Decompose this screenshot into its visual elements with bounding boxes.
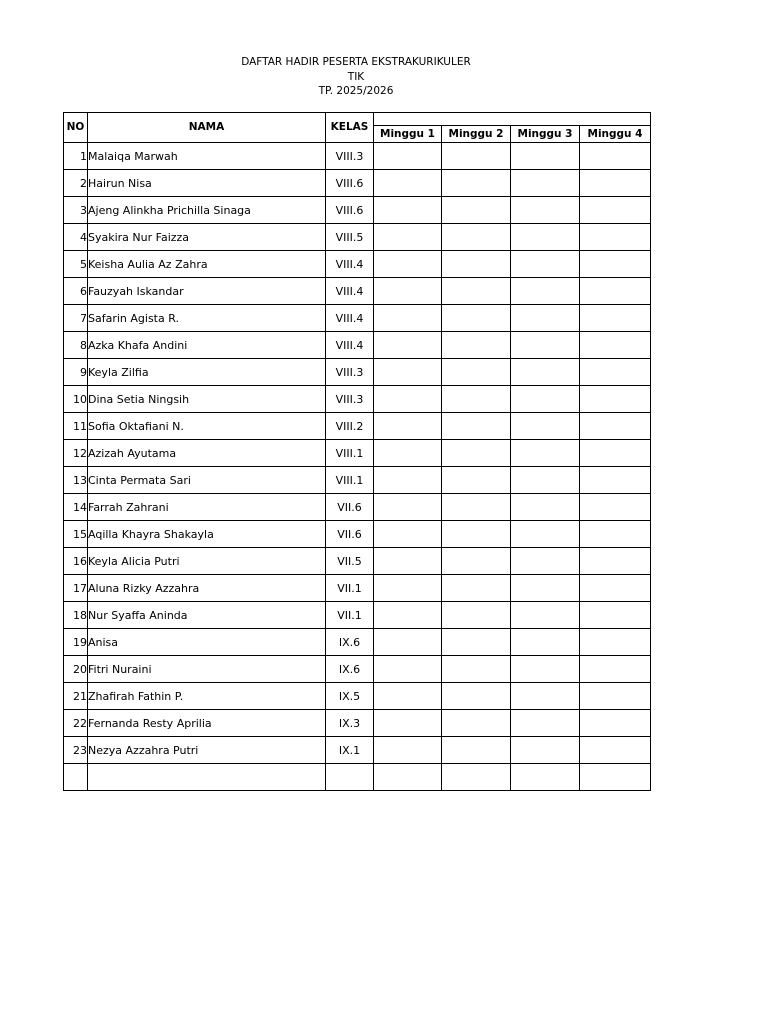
attendance-cell-week-4 xyxy=(580,548,651,575)
student-name: Fauzyah Iskandar xyxy=(88,278,326,305)
attendance-cell-week-1 xyxy=(374,548,442,575)
student-class: VII.6 xyxy=(326,521,374,548)
attendance-cell-week-1 xyxy=(374,170,442,197)
attendance-cell-week-2 xyxy=(442,548,511,575)
attendance-cell-week-2 xyxy=(442,656,511,683)
attendance-cell-week-1 xyxy=(374,359,442,386)
attendance-cell-week-2 xyxy=(442,305,511,332)
attendance-cell-week-2 xyxy=(442,629,511,656)
row-number: 9 xyxy=(64,359,88,386)
table-row xyxy=(64,575,651,602)
student-name: Nur Syaffa Aninda xyxy=(88,602,326,629)
attendance-cell-week-3 xyxy=(511,224,580,251)
attendance-cell-week-4 xyxy=(580,143,651,170)
student-name: Ajeng Alinkha Prichilla Sinaga xyxy=(88,197,326,224)
table-row xyxy=(64,251,651,278)
attendance-cell-week-3 xyxy=(511,548,580,575)
table-row xyxy=(64,656,651,683)
table-row xyxy=(64,737,651,764)
student-class: IX.5 xyxy=(326,683,374,710)
table-row xyxy=(64,143,651,170)
attendance-cell-week-3 xyxy=(511,764,580,791)
student-class: VIII.1 xyxy=(326,440,374,467)
attendance-cell-week-1 xyxy=(374,440,442,467)
row-number: 5 xyxy=(64,251,88,278)
attendance-cell-week-4 xyxy=(580,656,651,683)
student-name: Aluna Rizky Azzahra xyxy=(88,575,326,602)
attendance-cell-week-2 xyxy=(442,197,511,224)
student-class: IX.3 xyxy=(326,710,374,737)
row-number: 12 xyxy=(64,440,88,467)
table-row xyxy=(64,467,651,494)
table-row xyxy=(64,359,651,386)
attendance-cell-week-1 xyxy=(374,386,442,413)
attendance-cell-week-4 xyxy=(580,440,651,467)
student-class: VIII.5 xyxy=(326,224,374,251)
attendance-cell-week-4 xyxy=(580,764,651,791)
attendance-cell-week-1 xyxy=(374,413,442,440)
attendance-cell-week-2 xyxy=(442,575,511,602)
attendance-cell-week-3 xyxy=(511,332,580,359)
student-name: Hairun Nisa xyxy=(88,170,326,197)
student-class: VIII.4 xyxy=(326,332,374,359)
attendance-cell-week-1 xyxy=(374,683,442,710)
attendance-cell-week-4 xyxy=(580,305,651,332)
attendance-cell-week-1 xyxy=(374,197,442,224)
row-number: 20 xyxy=(64,656,88,683)
row-number: 21 xyxy=(64,683,88,710)
attendance-cell-week-1 xyxy=(374,251,442,278)
attendance-cell-week-2 xyxy=(442,467,511,494)
attendance-cell-week-1 xyxy=(374,224,442,251)
attendance-cell-week-4 xyxy=(580,413,651,440)
attendance-cell-week-3 xyxy=(511,575,580,602)
student-class: VII.1 xyxy=(326,575,374,602)
row-number: 7 xyxy=(64,305,88,332)
row-number: 16 xyxy=(64,548,88,575)
column-header-week-4: Minggu 4 xyxy=(580,126,651,143)
attendance-cell-week-3 xyxy=(511,602,580,629)
student-class: VIII.4 xyxy=(326,251,374,278)
table-row xyxy=(64,413,651,440)
attendance-cell-week-2 xyxy=(442,710,511,737)
attendance-cell-week-3 xyxy=(511,737,580,764)
attendance-cell-week-4 xyxy=(580,332,651,359)
attendance-cell-week-4 xyxy=(580,278,651,305)
table-row xyxy=(64,521,651,548)
attendance-cell-week-3 xyxy=(511,278,580,305)
column-header-week-2: Minggu 2 xyxy=(442,126,511,143)
student-class: VIII.4 xyxy=(326,305,374,332)
student-class: IX.1 xyxy=(326,737,374,764)
column-header-kelas: KELAS xyxy=(326,113,374,143)
attendance-cell-week-4 xyxy=(580,197,651,224)
attendance-cell-week-3 xyxy=(511,413,580,440)
student-name: Fernanda Resty Aprilia xyxy=(88,710,326,737)
student-name: Nezya Azzahra Putri xyxy=(88,737,326,764)
attendance-cell-week-1 xyxy=(374,332,442,359)
attendance-cell-week-1 xyxy=(374,305,442,332)
attendance-cell-week-3 xyxy=(511,440,580,467)
attendance-cell-week-2 xyxy=(442,413,511,440)
table-row xyxy=(64,683,651,710)
row-number: 1 xyxy=(64,143,88,170)
attendance-cell-week-2 xyxy=(442,386,511,413)
student-class: IX.6 xyxy=(326,629,374,656)
attendance-cell-week-1 xyxy=(374,710,442,737)
student-name: Fitri Nuraini xyxy=(88,656,326,683)
attendance-cell-week-4 xyxy=(580,386,651,413)
student-name: Azizah Ayutama xyxy=(88,440,326,467)
attendance-table-body xyxy=(64,143,651,791)
attendance-cell-week-2 xyxy=(442,440,511,467)
attendance-cell-week-4 xyxy=(580,170,651,197)
row-number xyxy=(64,764,88,791)
student-class: IX.6 xyxy=(326,656,374,683)
document-subject: TIK xyxy=(347,70,365,83)
attendance-cell-week-2 xyxy=(442,251,511,278)
row-number: 19 xyxy=(64,629,88,656)
row-number: 15 xyxy=(64,521,88,548)
student-class: VIII.3 xyxy=(326,359,374,386)
student-name: Aqilla Khayra Shakayla xyxy=(88,521,326,548)
attendance-cell-week-3 xyxy=(511,197,580,224)
attendance-cell-week-4 xyxy=(580,251,651,278)
attendance-table xyxy=(63,112,651,791)
table-row xyxy=(64,278,651,305)
attendance-cell-week-2 xyxy=(442,521,511,548)
attendance-cell-week-2 xyxy=(442,737,511,764)
row-number: 13 xyxy=(64,467,88,494)
student-name: Anisa xyxy=(88,629,326,656)
attendance-cell-week-1 xyxy=(374,575,442,602)
student-name: Keyla Zilfia xyxy=(88,359,326,386)
student-class: VIII.2 xyxy=(326,413,374,440)
attendance-cell-week-1 xyxy=(374,656,442,683)
student-name: Cinta Permata Sari xyxy=(88,467,326,494)
attendance-cell-week-3 xyxy=(511,386,580,413)
column-header-nama: NAMA xyxy=(88,113,326,143)
row-number: 11 xyxy=(64,413,88,440)
weeks-group-header xyxy=(374,113,651,126)
attendance-cell-week-2 xyxy=(442,602,511,629)
row-number: 18 xyxy=(64,602,88,629)
attendance-cell-week-3 xyxy=(511,494,580,521)
table-row xyxy=(64,602,651,629)
attendance-cell-week-1 xyxy=(374,602,442,629)
student-class xyxy=(326,764,374,791)
attendance-cell-week-1 xyxy=(374,737,442,764)
table-row xyxy=(64,386,651,413)
attendance-cell-week-3 xyxy=(511,467,580,494)
student-class: VIII.3 xyxy=(326,386,374,413)
row-number: 3 xyxy=(64,197,88,224)
student-name: Malaiqa Marwah xyxy=(88,143,326,170)
student-name: Dina Setia Ningsih xyxy=(88,386,326,413)
row-number: 22 xyxy=(64,710,88,737)
attendance-cell-week-3 xyxy=(511,170,580,197)
table-row xyxy=(64,305,651,332)
document-header xyxy=(0,55,712,99)
row-number: 8 xyxy=(64,332,88,359)
document-school-year: TP. 2025/2026 xyxy=(318,85,394,97)
student-name: Keisha Aulia Az Zahra xyxy=(88,251,326,278)
table-row xyxy=(64,494,651,521)
table-row xyxy=(64,629,651,656)
student-class: VIII.3 xyxy=(326,143,374,170)
student-class: VII.1 xyxy=(326,602,374,629)
table-row xyxy=(64,332,651,359)
row-number: 10 xyxy=(64,386,88,413)
table-row xyxy=(64,548,651,575)
row-number: 23 xyxy=(64,737,88,764)
student-name: Sofia Oktafiani N. xyxy=(88,413,326,440)
attendance-cell-week-3 xyxy=(511,521,580,548)
attendance-cell-week-2 xyxy=(442,764,511,791)
table-row xyxy=(64,224,651,251)
student-name xyxy=(88,764,326,791)
attendance-cell-week-1 xyxy=(374,467,442,494)
attendance-cell-week-2 xyxy=(442,143,511,170)
table-row xyxy=(64,710,651,737)
table-row xyxy=(64,170,651,197)
student-class: VIII.1 xyxy=(326,467,374,494)
column-header-week-1: Minggu 1 xyxy=(374,126,442,143)
student-class: VII.5 xyxy=(326,548,374,575)
attendance-cell-week-2 xyxy=(442,278,511,305)
attendance-cell-week-2 xyxy=(442,170,511,197)
attendance-cell-week-2 xyxy=(442,224,511,251)
student-name: Safarin Agista R. xyxy=(88,305,326,332)
table-row xyxy=(64,197,651,224)
attendance-cell-week-4 xyxy=(580,575,651,602)
attendance-cell-week-4 xyxy=(580,359,651,386)
attendance-cell-week-4 xyxy=(580,467,651,494)
attendance-cell-week-3 xyxy=(511,359,580,386)
column-header-no: NO xyxy=(64,113,88,143)
student-name: Farrah Zahrani xyxy=(88,494,326,521)
attendance-cell-week-3 xyxy=(511,251,580,278)
attendance-cell-week-4 xyxy=(580,683,651,710)
table-row xyxy=(64,440,651,467)
attendance-cell-week-4 xyxy=(580,521,651,548)
attendance-cell-week-3 xyxy=(511,710,580,737)
attendance-cell-week-4 xyxy=(580,224,651,251)
attendance-cell-week-4 xyxy=(580,710,651,737)
attendance-cell-week-3 xyxy=(511,683,580,710)
attendance-cell-week-4 xyxy=(580,737,651,764)
student-class: VIII.4 xyxy=(326,278,374,305)
attendance-cell-week-3 xyxy=(511,305,580,332)
attendance-cell-week-1 xyxy=(374,143,442,170)
student-name: Zhafirah Fathin P. xyxy=(88,683,326,710)
attendance-cell-week-3 xyxy=(511,629,580,656)
column-header-week-3: Minggu 3 xyxy=(511,126,580,143)
row-number: 14 xyxy=(64,494,88,521)
student-name: Keyla Alicia Putri xyxy=(88,548,326,575)
student-name: Syakira Nur Faizza xyxy=(88,224,326,251)
attendance-cell-week-1 xyxy=(374,494,442,521)
row-number: 4 xyxy=(64,224,88,251)
table-row xyxy=(64,764,651,791)
attendance-cell-week-4 xyxy=(580,629,651,656)
attendance-cell-week-1 xyxy=(374,764,442,791)
attendance-cell-week-2 xyxy=(442,359,511,386)
attendance-cell-week-1 xyxy=(374,629,442,656)
student-class: VIII.6 xyxy=(326,170,374,197)
student-class: VII.6 xyxy=(326,494,374,521)
attendance-cell-week-1 xyxy=(374,521,442,548)
row-number: 2 xyxy=(64,170,88,197)
attendance-cell-week-2 xyxy=(442,683,511,710)
attendance-cell-week-4 xyxy=(580,602,651,629)
attendance-cell-week-1 xyxy=(374,278,442,305)
attendance-cell-week-3 xyxy=(511,656,580,683)
document-title: DAFTAR HADIR PESERTA EKSTRAKURIKULER xyxy=(241,56,471,68)
student-name: Azka Khafa Andini xyxy=(88,332,326,359)
row-number: 17 xyxy=(64,575,88,602)
attendance-cell-week-3 xyxy=(511,143,580,170)
row-number: 6 xyxy=(64,278,88,305)
attendance-cell-week-4 xyxy=(580,494,651,521)
student-class: VIII.6 xyxy=(326,197,374,224)
attendance-cell-week-2 xyxy=(442,494,511,521)
attendance-cell-week-2 xyxy=(442,332,511,359)
